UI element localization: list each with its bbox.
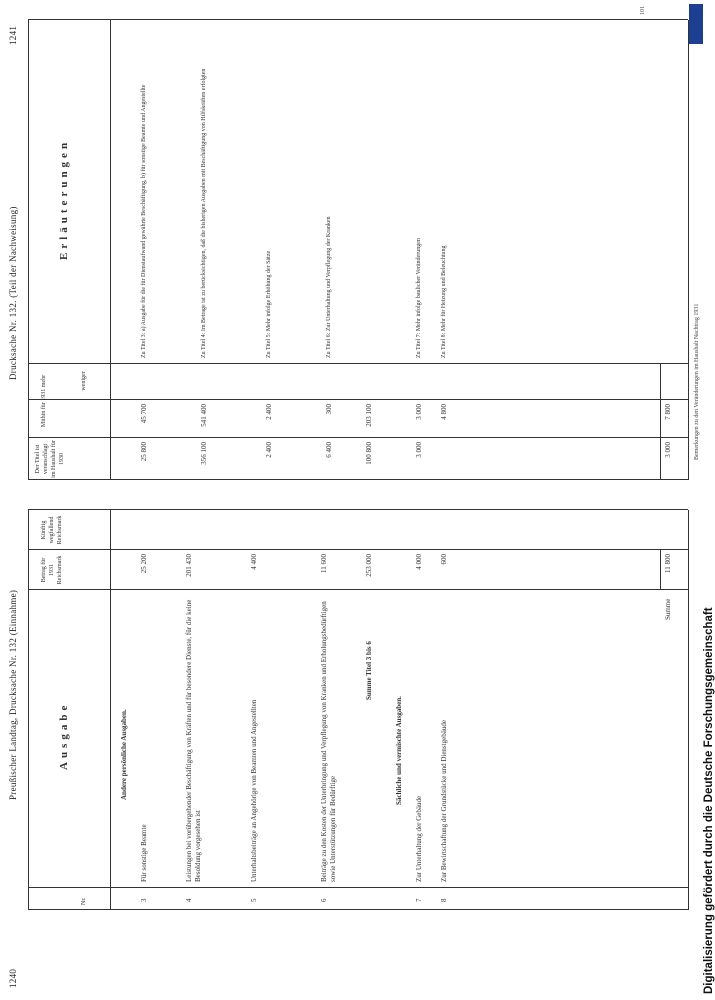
right-summe-1930: 3 000 <box>664 442 672 458</box>
right-outer-line <box>28 479 688 480</box>
left-row-3-nr: 3 <box>140 898 148 902</box>
right-row-1-mehr: 45 700 <box>140 404 148 424</box>
left-row-8-nr: 8 <box>440 898 448 902</box>
right-row-2-1930: 356 100 <box>200 442 208 465</box>
right-row-2-explanation: Zu Titel 4: Im Betrage ist zu berücksichtigen, daß die bisherigen Ausgaben mit Beschäftigung von Hilfskräften erfolgten <box>201 68 207 358</box>
right-row-7-explanation: Zu Titel 8: Mehr für Heizung und Beleuchtung <box>441 245 447 358</box>
right-row-4-explanation: Zu Titel 6: Zur Unterhaltung und Verpflegung der Kranken <box>326 216 332 358</box>
left-subtotal-label: Summe Titel 3 bis 6 <box>365 641 373 700</box>
left-row-6-amount: 11 600 <box>320 554 328 573</box>
right-footer-note: Bemerkungen zu den Veränderungen im Haushalt Nachtrag 1931 <box>694 303 700 460</box>
right-page-header: Drucksache Nr. 132. (Teil der Nachweisung) <box>8 206 18 380</box>
dfg-logo-icon: DFG <box>689 4 703 44</box>
right-col-head-mehr: Mithin für 1931 mehr <box>41 374 47 428</box>
left-row-4-amount: 201 430 <box>185 554 193 577</box>
right-section-title: Erläuterungen <box>58 138 70 260</box>
left-row-8-amount: 600 <box>440 554 448 565</box>
right-row-4-mehr: 300 <box>325 404 333 415</box>
right-row-1-1930: 25 800 <box>140 442 148 462</box>
right-row-4-1930: 6 400 <box>325 442 333 458</box>
left-nr-column-line <box>28 887 688 888</box>
left-row-4-text: Leistungen bei vorübergehender Beschäftigung von Kräften und für besondere Dienste, für die keine Besoldung vorgesehen ist <box>185 599 202 882</box>
right-row-3-mehr: 2 400 <box>265 404 273 420</box>
right-row-1-explanation: Zu Titel 3: a) Ausgabe für die für Dienstaufwand gewährte Beschäftigung, b) für sonstige Beamte und Angestellte <box>141 84 147 358</box>
left-row-5-text: Unterhaltsbeiträge an Angehörige von Beamten und Angestellten <box>250 699 258 882</box>
right-row-5-1930: 100 800 <box>365 442 373 465</box>
right-page-number: 1241 <box>8 25 18 45</box>
right-margin-number: 101 <box>640 6 646 15</box>
left-col-head-nr: Nr. <box>81 897 87 905</box>
left-top-rule <box>28 510 29 910</box>
left-outer-line <box>28 909 688 910</box>
left-row-7-nr: 7 <box>415 898 423 902</box>
right-weniger-column-line <box>28 363 688 364</box>
left-inner-line <box>28 509 688 510</box>
left-row-7-amount: 4 000 <box>415 554 423 570</box>
right-col-head-weniger: weniger <box>81 371 87 391</box>
left-text-column-line <box>28 589 688 590</box>
left-section-title-2: Sächliche und vermischte Ausgaben. <box>395 696 403 805</box>
left-row-6-nr: 6 <box>320 898 328 902</box>
right-row-3-explanation: Zu Titel 5: Mehr infolge Erhöhung der Sätze <box>266 250 272 358</box>
right-1930-column-line <box>28 437 688 438</box>
left-row-8-text: Zur Bewirtschaftung der Grundstücke und Dienstgebäude <box>440 720 448 882</box>
right-row-7-mehr: 4 800 <box>440 404 448 420</box>
left-row-5-amount: 4 400 <box>250 554 258 570</box>
right-summe-mehr: 7 800 <box>664 404 672 420</box>
right-sum-rule <box>660 364 661 480</box>
right-top-rule <box>28 20 29 480</box>
right-row-6-1930: 3 000 <box>415 442 423 458</box>
right-row-2-mehr: 541 400 <box>200 404 208 427</box>
left-summe-label: Summe <box>664 598 672 620</box>
left-row-3-text: Für sonstige Beamte <box>140 824 148 882</box>
left-row-3-amount: 25 200 <box>140 554 148 574</box>
right-row-5-mehr: 203 100 <box>365 404 373 427</box>
right-row-6-mehr: 3 000 <box>415 404 423 420</box>
right-row-3-1930: 2 400 <box>265 442 273 458</box>
left-col-head-amount: Betrag für 1931 Reichsmark <box>41 555 63 585</box>
digitization-banner <box>689 4 715 994</box>
right-head-rule <box>110 20 111 480</box>
left-row-7-text: Zur Unterhaltung der Gebäude <box>415 795 423 882</box>
right-col-head-1930: Der Titel ist veranschlagt im Haushalt für 1930 <box>35 440 65 478</box>
left-head-rule <box>110 510 111 910</box>
left-section-title-1: Andere persönliche Ausgaben. <box>120 709 128 800</box>
left-summe-amount: 11 800 <box>664 554 672 573</box>
left-amount-column-line <box>28 549 688 550</box>
left-page-header: Preußischer Landtag, Drucksache Nr. 132 (Einnahme) <box>8 589 18 800</box>
left-row-5-nr: 5 <box>250 898 258 902</box>
left-subtotal-amount: 253 000 <box>365 554 373 577</box>
right-row-6-explanation: Zu Titel 7: Mehr infolge baulicher Veränderungen <box>416 238 422 358</box>
right-mehr-column-line <box>28 399 688 400</box>
digitization-notice: Digitalisierung gefördert durch die Deutsche Forschungsgemeinschaft <box>703 607 715 994</box>
right-inner-line <box>28 19 688 20</box>
left-sum-rule <box>660 550 661 590</box>
left-row-6-text: Beiträge zu den Kosten der Unterbringung und Verpflegung von Kranken und Erholungsbedürftigen sowie Unterstützungen für Bedürftige <box>320 601 337 882</box>
left-row-4-nr: 4 <box>185 898 193 902</box>
left-col-head-wegfallend: Künftig wegfallend Reichsmark <box>41 515 63 545</box>
left-page-number: 1240 <box>8 968 18 988</box>
left-col-head-ausgabe: Ausgabe <box>58 701 70 770</box>
